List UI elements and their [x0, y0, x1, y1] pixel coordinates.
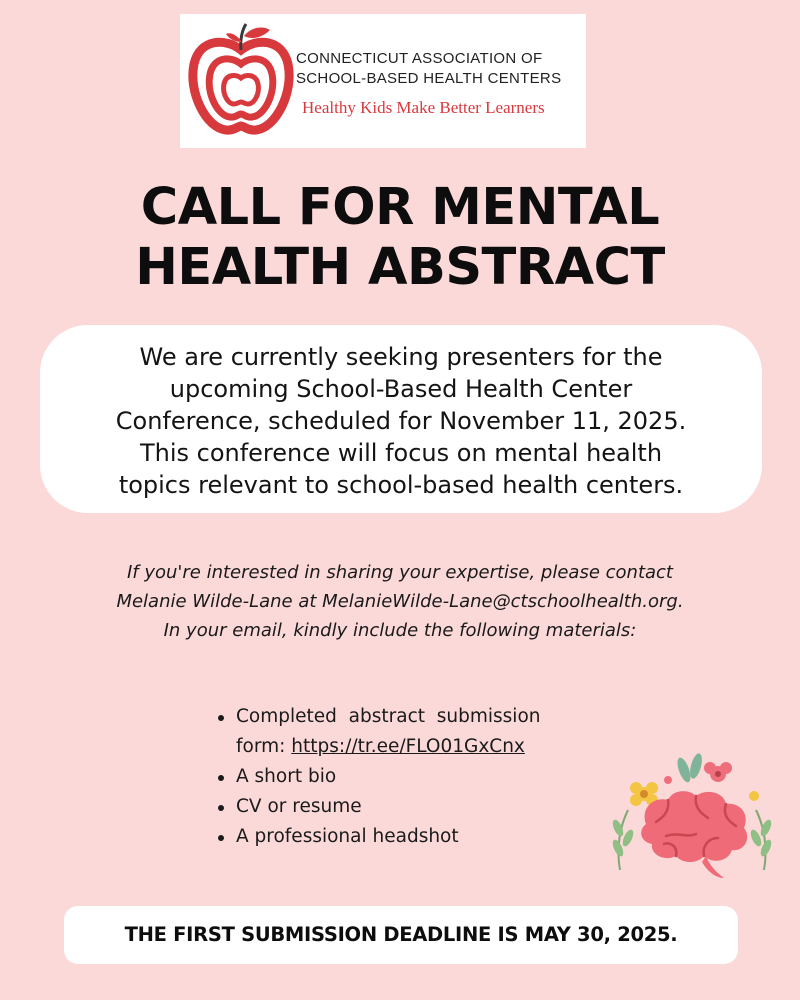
logo-banner — [180, 14, 586, 148]
contact-line: Melanie Wilde-Lane at MelanieWilde-Lane@ctschoolhealth.org. — [116, 591, 684, 612]
list-item-text: Completed abstract submission — [236, 706, 541, 727]
brain-with-flowers-icon — [606, 752, 778, 886]
list-item: A professional headshot — [216, 822, 616, 852]
org-tagline: Healthy Kids Make Better Learners — [302, 98, 545, 117]
title-line-1: CALL FOR MENTAL — [140, 178, 660, 237]
intro-line: We are currently seeking presenters for the — [139, 343, 663, 371]
intro-line: upcoming School-Based Health Center — [169, 375, 633, 403]
deadline-banner — [64, 906, 738, 964]
intro-line: topics relevant to school-based health centers. — [118, 471, 684, 499]
contact-line: In your email, kindly include the following materials: — [163, 620, 637, 641]
list-item — [216, 702, 616, 762]
intro-line: Conference, scheduled for November 11, 2025. — [115, 407, 687, 435]
intro-panel — [40, 325, 762, 513]
page-title — [0, 178, 800, 298]
intro-paragraph — [40, 341, 762, 501]
intro-line: This conference will focus on mental health — [139, 439, 663, 467]
list-item: A short bio — [216, 762, 616, 792]
contact-line: If you're interested in sharing your expertise, please contact — [126, 562, 673, 583]
apple-logo-icon — [186, 20, 296, 140]
materials-list — [216, 702, 616, 852]
org-name-line-1: CONNECTICUT ASSOCIATION OF — [296, 50, 543, 67]
submission-form-link[interactable]: https://tr.ee/FLO01GxCnx — [291, 736, 525, 757]
list-item: CV or resume — [216, 792, 616, 822]
deadline-text: THE FIRST SUBMISSION DEADLINE IS MAY 30, 2025. — [124, 923, 678, 946]
org-name-line-2: SCHOOL-BASED HEALTH CENTERS — [296, 70, 562, 87]
list-item-text: form: — [236, 736, 292, 757]
contact-paragraph — [0, 558, 800, 645]
title-line-2: HEALTH ABSTRACT — [135, 238, 665, 297]
